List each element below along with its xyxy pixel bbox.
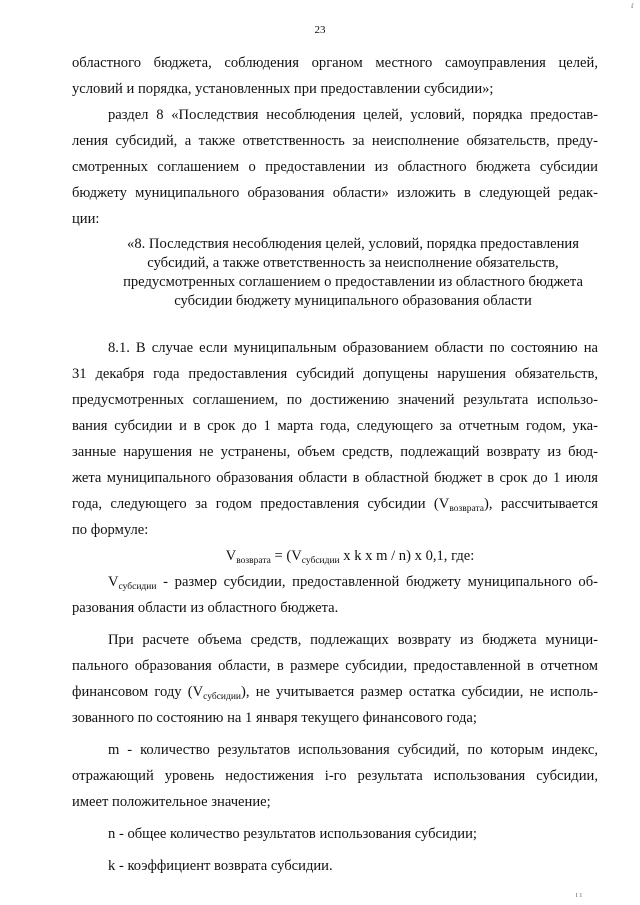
formula-part: = (V (270, 548, 302, 564)
text-line: раздел 8 «Последствия несоблюдения целей, условий, порядка предостав- (108, 107, 598, 123)
text-line: имеет положительное значение; (72, 794, 271, 810)
paragraph-8-1 (72, 335, 598, 543)
text-line: разования области из областного бюджета. (72, 600, 339, 616)
text-line: пального образования области, в размере субсидии, предоставленной в отчетном (72, 658, 598, 674)
return-formula (72, 543, 598, 569)
section-heading (72, 235, 598, 311)
corner-mark-top: ɾ (631, 0, 634, 10)
text-fragment: ), рассчитывается (483, 496, 598, 512)
text-fragment: финансовом году (V (72, 684, 204, 700)
text-line: занные нарушения не устранены, объем средств, подлежащий возврату из бюд- (72, 444, 598, 460)
subscript: возврата (236, 556, 271, 566)
heading-line: субсидий, а также ответственность за неисполнение обязательств, (147, 255, 559, 271)
definition-n: n - общее количество результатов использования субсидии; (108, 826, 477, 842)
paragraph-budget-conditions (72, 50, 598, 102)
text-line: 8.1. В случае если муниципальным образованием области по состоянию на (108, 340, 598, 356)
text-line (72, 569, 598, 595)
paragraph-section8-amendment (72, 102, 598, 232)
subscript: субсидии (301, 556, 340, 566)
heading-line: предусмотренных соглашением о предоставлении из областного бюджета (123, 274, 583, 290)
text-line: ции: (72, 211, 100, 227)
text-line: бюджету муниципального образования области» изложить в следующей редак- (72, 185, 598, 201)
text-line (72, 491, 598, 517)
formula-var: V (225, 548, 237, 564)
text-fragment: ), не учитывается размер остатка субсидии, не исполь- (241, 684, 598, 700)
definition-k: k - коэффициент возврата субсидии. (108, 858, 333, 874)
formula-var: V (108, 574, 119, 590)
formula-part: x k x m / n) x 0,1, где: (339, 548, 475, 564)
text-line: условий и порядка, установленных при предоставлении субсидии»; (72, 81, 494, 97)
text-line: 31 декабря года предоставления субсидий допущены нарушения обязательств, (72, 366, 598, 382)
text-line: m - количество результатов использования субсидий, по которым индекс, (108, 742, 598, 758)
text-line: При расчете объема средств, подлежащих возврату из бюджета муници- (108, 632, 598, 648)
text-line: областного бюджета, соблюдения органом местного самоуправления целей, (72, 55, 598, 71)
text-fragment: - размер субсидии, предоставленной бюджету муниципального об- (156, 574, 598, 590)
text-fragment: года, следующего за годом предоставления субсидии (V (72, 496, 450, 512)
subscript: субсидии (118, 582, 157, 592)
text-line: по формуле: (72, 522, 149, 538)
text-line: смотренных соглашением о предоставлении из областного бюджета субсидии (72, 159, 598, 175)
corner-mark-bottom: ɪ ı (575, 890, 582, 899)
text-line: отражающий уровень недостижения i-го результата использования субсидии, (72, 768, 598, 784)
subscript: субсидии (203, 692, 242, 702)
page-number: 23 (314, 24, 326, 36)
subscript: возврата (449, 504, 484, 514)
document-body (72, 50, 598, 879)
definition-m (72, 737, 598, 815)
heading-line: «8. Последствия несоблюдения целей, условий, порядка предоставления (127, 236, 579, 252)
heading-line: субсидии бюджету муниципального образования области (174, 293, 532, 309)
text-line (72, 679, 598, 705)
paragraph-calculation (72, 627, 598, 731)
text-line: зованного по состоянию на 1 января текущего финансового года; (72, 710, 477, 726)
definition-v-subsidy (72, 569, 598, 621)
text-line: жета муниципального образования области в областной бюджет в срок до 1 июля (72, 470, 598, 486)
text-line: вания субсидии и в срок до 1 марта года, следующего за отчетным годом, ука- (72, 418, 598, 434)
text-line: предусмотренных соглашением, по достижению значений результата использо- (72, 392, 598, 408)
text-line: ления субсидий, а также ответственность за неисполнение обязательств, преду- (72, 133, 598, 149)
